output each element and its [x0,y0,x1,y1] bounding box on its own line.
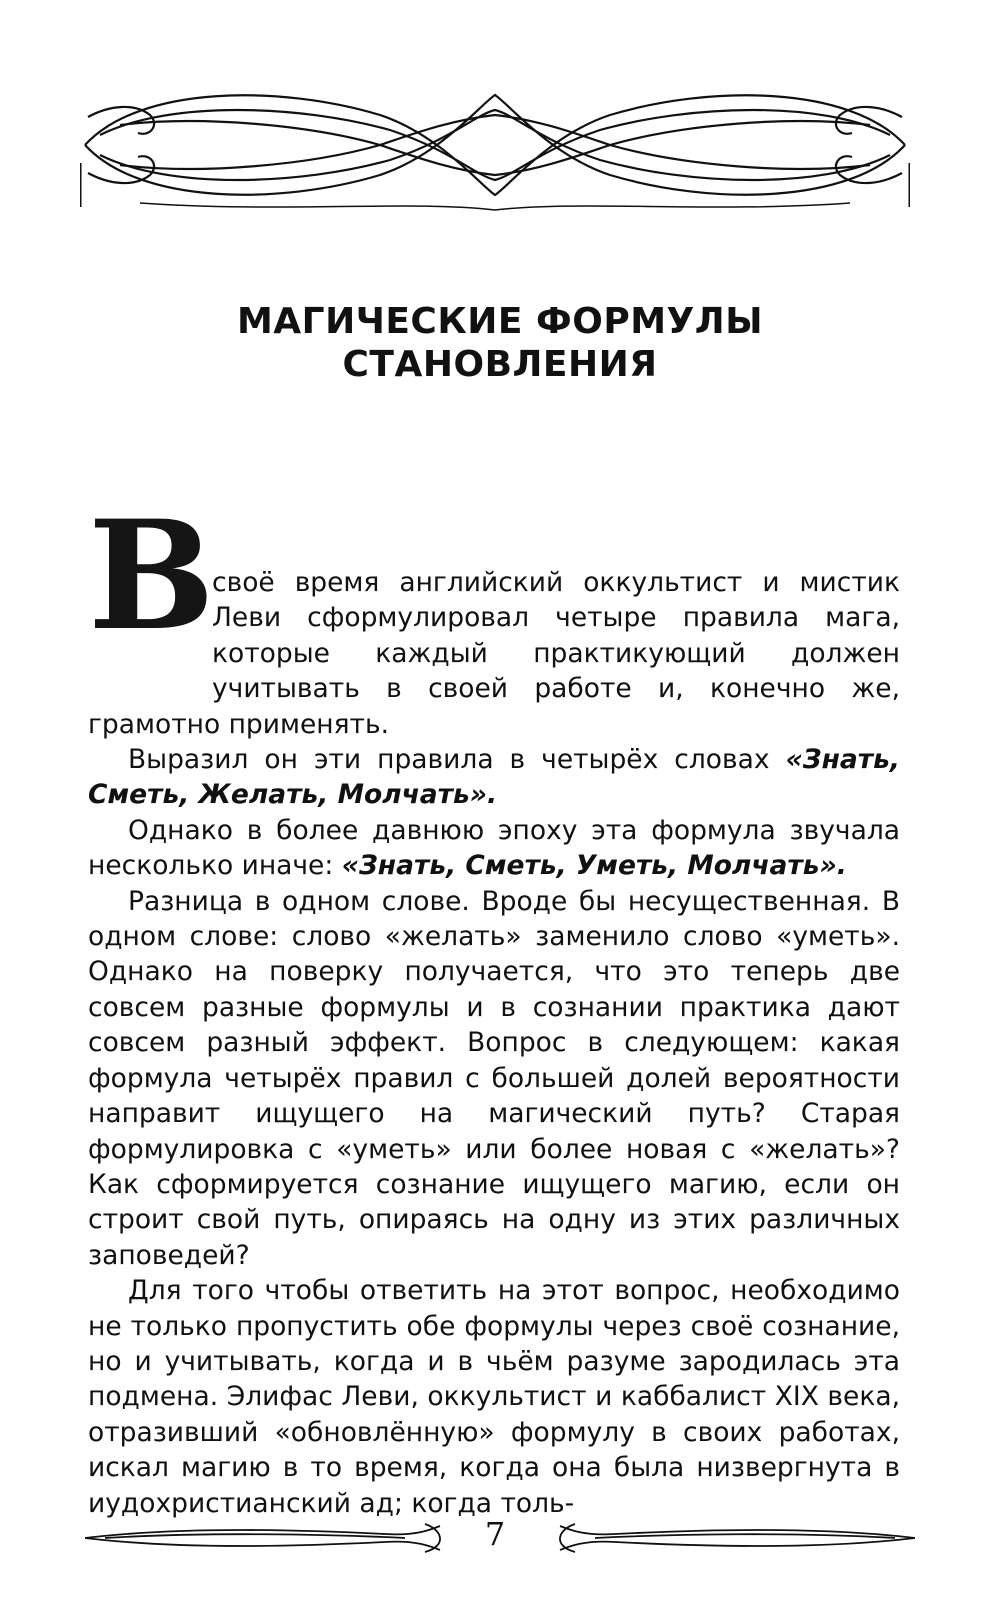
paragraph-5: Для того чтобы ответить на этот вопрос, необходимо не только пропустить обе формулы через своё сознание, но и учитывать, когда и в чьём разуме зародилась эта подмена. Элифас Леви, оккультист и каббалист XIX века, отразивший «обновлённую» формулу в своих работах, искал магию в то время, когда она была низвергнута в иудохристианский ад; когда толь- [88,1275,900,1519]
page-number: 7 [484,1515,506,1553]
chapter-title-line-2: СТАНОВЛЕНИЯ [342,344,658,385]
paragraph-2-text: Выразил он эти правила в четырёх словах [128,744,770,776]
ornament-header-icon [80,75,910,215]
dropcap-letter: В [88,488,215,664]
paragraph-4: Разница в одном слове. Вроде бы несущественная. В одном слове: слово «желать» заменило слово «уметь». Однако на поверку получается, что это теперь две совсем разные формулы и в сознании практика дают совсем разный эффект. Вопрос в следующем: какая формула четырёх правил с большей долей вероятности направит ищущего на магический путь? Старая формулировка с «уметь» или более новая с «желать»? Как сформируется сознание ищущего магию, если он строит свой путь, опираясь на одну из этих различных заповедей? [88,885,900,1271]
paragraph-2-emphasis: «Знать, Сметь, Желать, Молчать». [88,744,900,811]
body-text [88,488,900,1521]
paragraph-1: своё время английский оккультист и мистик Леви сформулировал четыре правила мага, которые каждый практикующий должен учитывать в своей работе и, конечно же, грамотно применять. [88,567,900,740]
paragraph-3 [88,813,900,884]
paragraph-3-emphasis: «Знать, Сметь, Уметь, Молчать». [341,850,847,882]
chapter-title [0,300,1000,386]
dropcap [88,488,215,664]
paragraph-2 [88,742,900,813]
chapter-title-line-1: МАГИЧЕСКИЕ ФОРМУЛЫ [236,301,763,342]
paragraph-3-text: Однако в более давнюю эпоху эта формула звучала несколько иначе: [88,814,900,882]
